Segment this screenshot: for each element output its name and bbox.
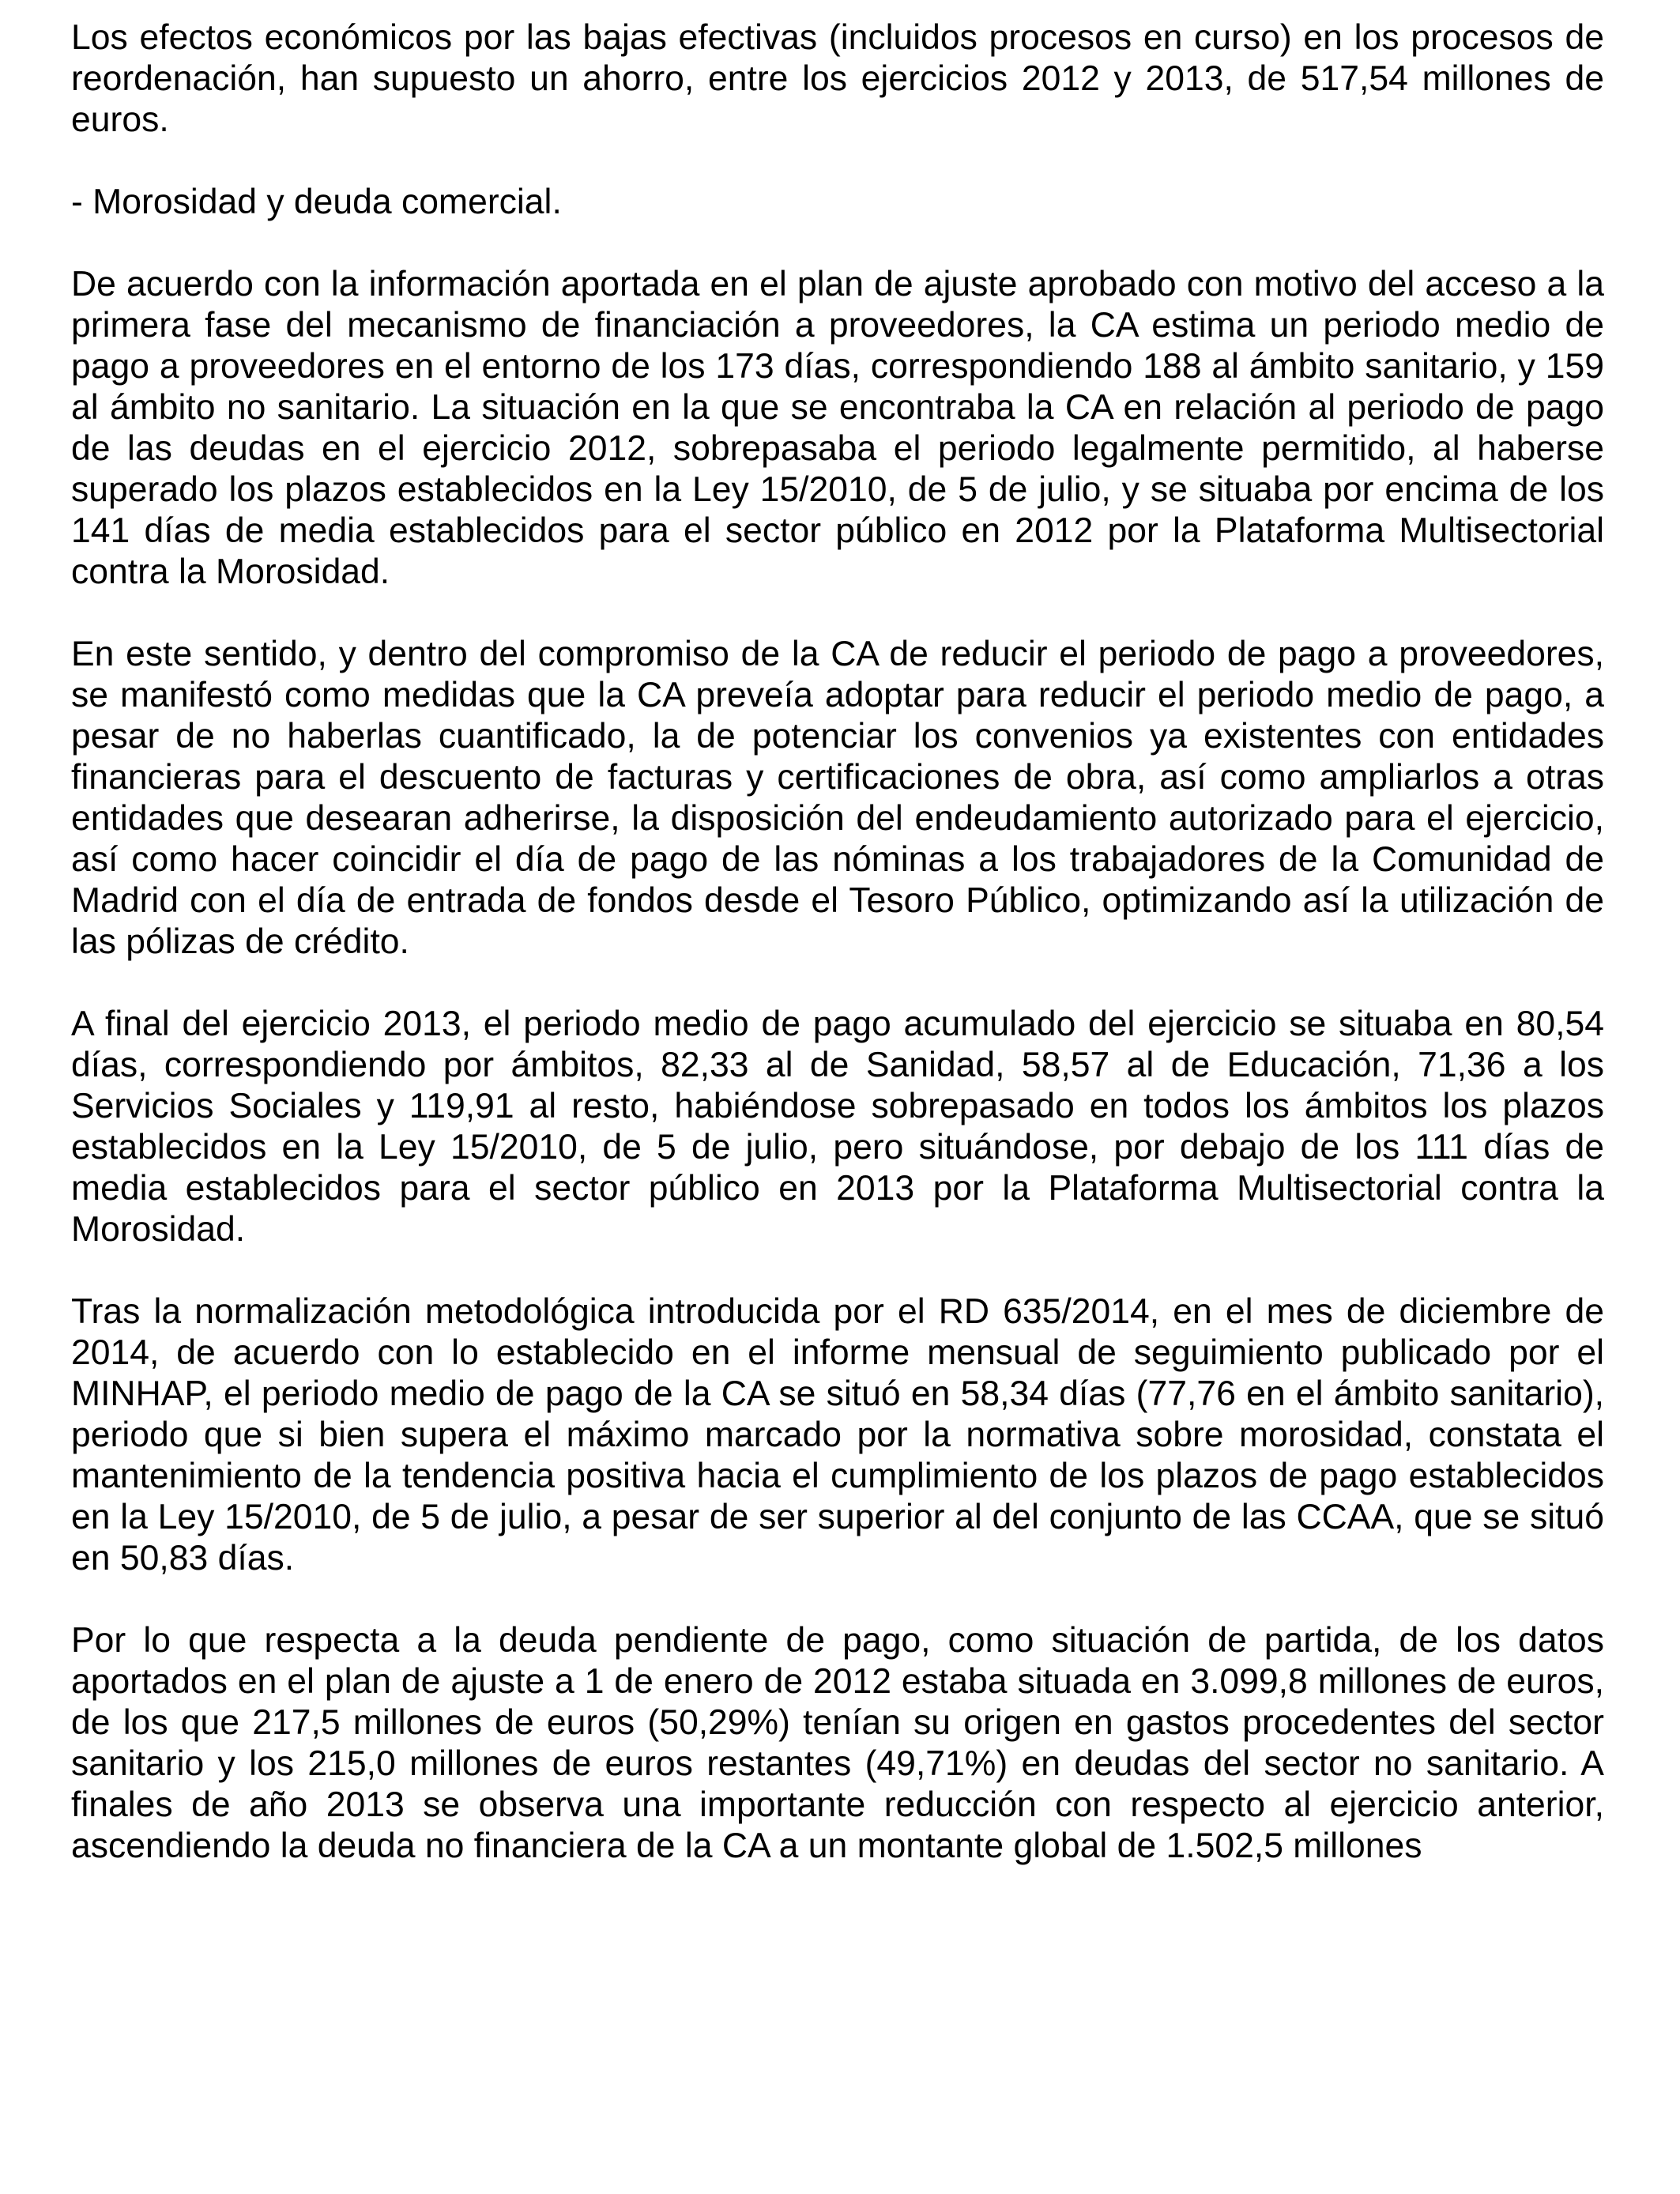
paragraph-deuda-pendiente: Por lo que respecta a la deuda pendiente de pago, como situación de partida, de los datos aportados en el plan de ajuste a 1 de enero de 2012 estaba situada en 3.099,8 millones de euros, de los que 217,5 millones de euros (50,29%) tenían su origen en gastos procedentes del sector sanitario y los 215,0 millones de euros restantes (49,71%) en deudas del sector no sanitario. A finales de año 2013 se observa una importante reducción con respecto al ejercicio anterior, ascendiendo la deuda no financiera de la CA a un montante global de 1.502,5 millones <box>71 1621 1604 1865</box>
paragraph-normalizacion: Tras la normalización metodológica introducida por el RD 635/2014, en el mes de diciembre de 2014, de acuerdo con lo establecido en el informe mensual de seguimiento publicado por el MINHAP, el periodo medio de pago de la CA se situó en 58,34 días (77,76 en el ámbito sanitario), periodo que si bien supera el máximo marcado por la normativa sobre morosidad, constata el mantenimiento de la tendencia positiva hacia el cumplimiento de los plazos de pago establecidos en la Ley 15/2010, de 5 de julio, a pesar de ser superior al del conjunto de las CCAA, que se situó en 50,83 días. <box>71 1292 1604 1578</box>
paragraph-bajas-efectivas: Los efectos económicos por las bajas efectivas (incluidos procesos en curso) en los procesos de reordenación, han supuesto un ahorro, entre los ejercicios 2012 y 2013, de 517,54 millones de euros. <box>71 18 1604 139</box>
paragraph-medidas: En este sentido, y dentro del compromiso de la CA de reducir el periodo de pago a proveedores, se manifestó como medidas que la CA preveía adoptar para reducir el periodo medio de pago, a pesar de no haberlas cuantificado, la de potenciar los convenios ya existentes con entidades financieras para el descuento de facturas y certificaciones de obra, así como ampliarlos a otras entidades que desearan adherirse, la disposición del endeudamiento autorizado para el ejercicio, así como hacer coincidir el día de pago de las nóminas a los trabajadores de la Comunidad de Madrid con el día de entrada de fondos desde el Tesoro Público, optimizando así la utilización de las pólizas de crédito. <box>71 635 1604 961</box>
paragraph-final-2013: A final del ejercicio 2013, el periodo medio de pago acumulado del ejercicio se situaba en 80,54 días, correspondiendo por ámbitos, 82,33 al de Sanidad, 58,57 al de Educación, 71,36 a los Servicios Sociales y 119,91 al resto, habiéndose sobrepasado en todos los ámbitos los plazos establecidos en la Ley 15/2010, de 5 de julio, pero situándose, por debajo de los 111 días de media establecidos para el sector público en 2013 por la Plataforma Multisectorial contra la Morosidad. <box>71 1005 1604 1249</box>
paragraph-plan-de-ajuste: De acuerdo con la información aportada en el plan de ajuste aprobado con motivo del acceso a la primera fase del mecanismo de financiación a proveedores, la CA estima un periodo medio de pago a proveedores en el entorno de los 173 días, correspondiendo 188 al ámbito sanitario, y 159 al ámbito no sanitario. La situación en la que se encontraba la CA en relación al periodo de pago de las deudas en el ejercicio 2012, sobrepasaba el periodo legalmente permitido, al haberse superado los plazos establecidos en la Ley 15/2010, de 5 de julio, y se situaba por encima de los 141 días de media establecidos para el sector público en 2012 por la Plataforma Multisectorial contra la Morosidad. <box>71 265 1604 591</box>
section-heading-morosidad: - Morosidad y deuda comercial. <box>71 183 562 221</box>
document-page <box>71 17 1604 1908</box>
